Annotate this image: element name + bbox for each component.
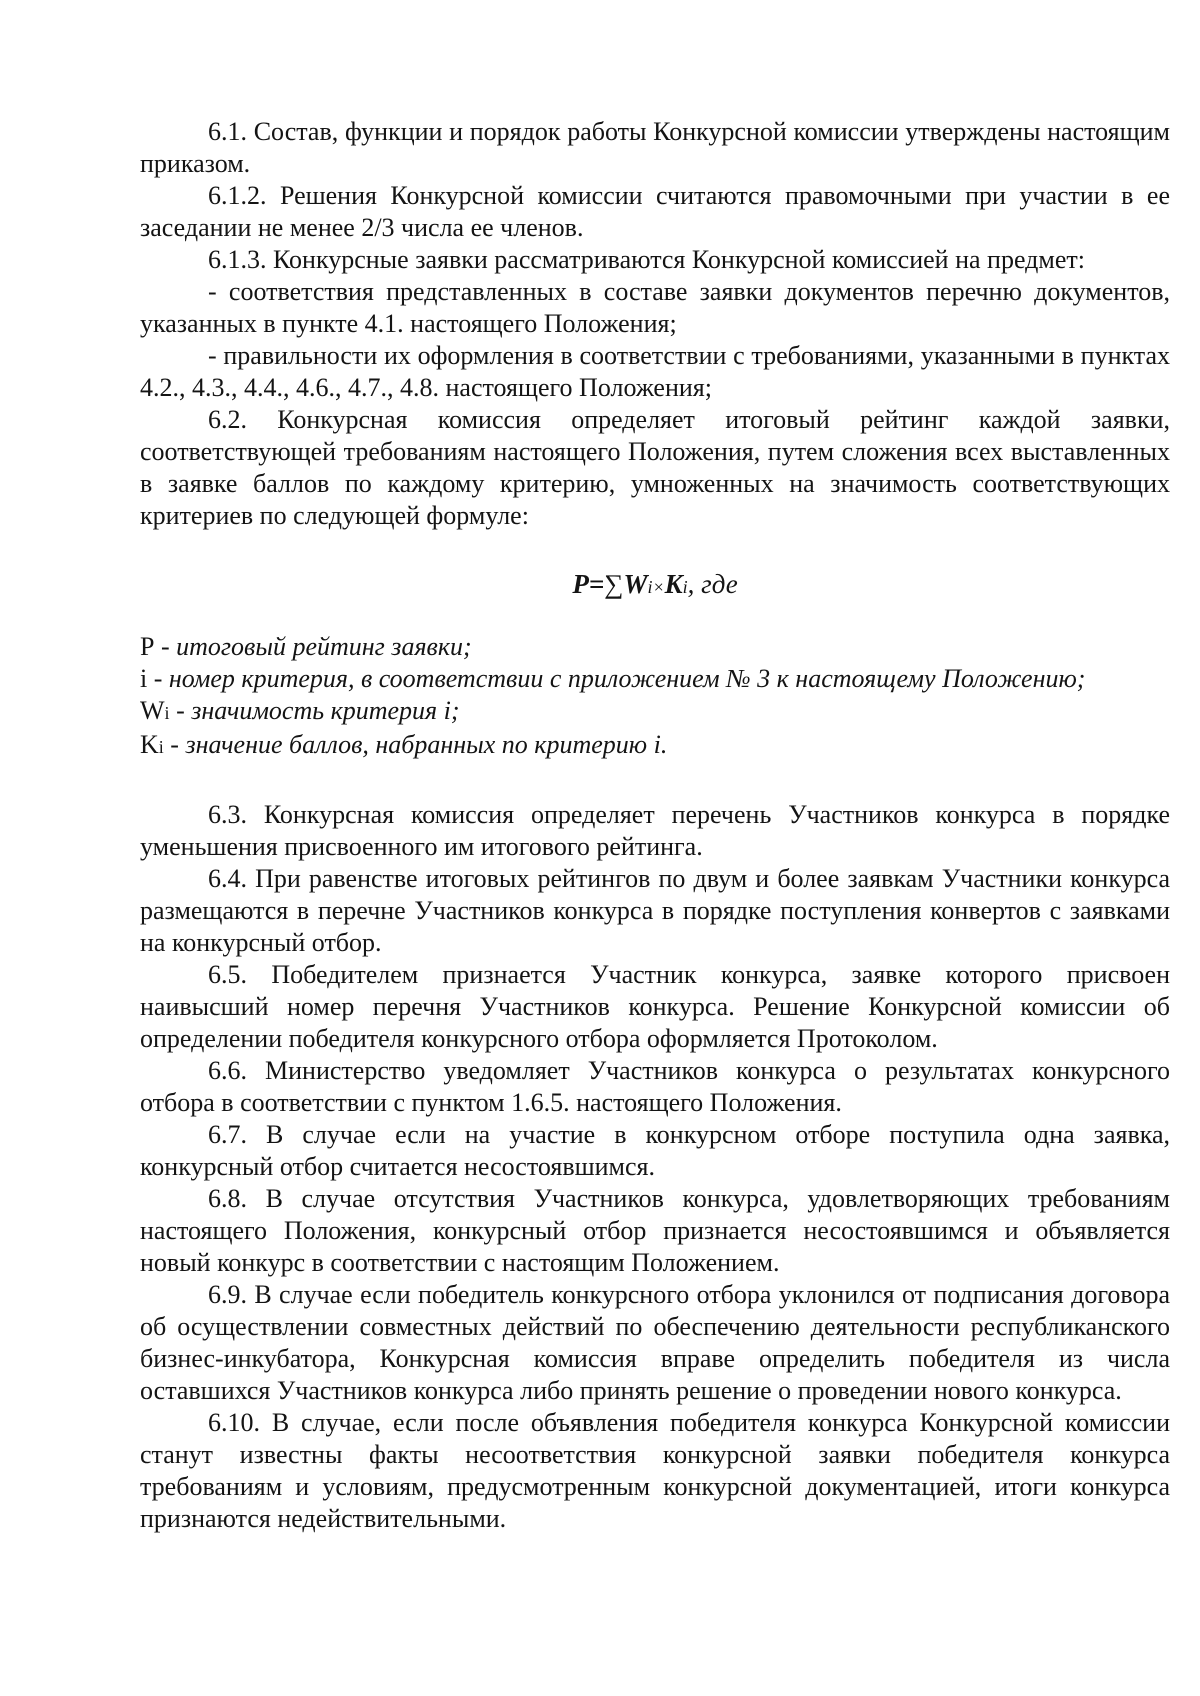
paragraph-6-3: 6.3. Конкурсная комиссия определяет перечень Участников конкурса в порядке уменьшения присвоенного им итогового рейтинга. [140,800,1170,861]
formula-lhs: P [572,569,589,599]
formula-sum-sign: ∑ [604,569,624,599]
paragraph-6-10: 6.10. В случае, если после объявления победителя конкурса Конкурсной комиссии станут известны факты несоответствия конкурсной заявки победителя конкурса требованиям и условиям, предусмотренным конкурсной документацией, итоги конкурса признаются недействительными. [140,1408,1170,1533]
definition-text: - значение баллов, набранных по критерию i. [163,730,668,759]
definition-k [140,729,1170,763]
definition-p [140,631,1170,663]
paragraph-6-5: 6.5. Победителем признается Участник конкурса, заявке которого присвоен наивысший номер перечня Участников конкурса. Решение Конкурсной комиссии об определении победителя конкурсного отбора оформляется Протоколом. [140,960,1170,1053]
paragraph-6-7: 6.7. В случае если на участие в конкурсном отборе поступила одна заявка, конкурсный отбор считается несостоявшимся. [140,1120,1170,1181]
paragraph-6-6: 6.6. Министерство уведомляет Участников конкурса о результатах конкурсного отбора в соответствии с пунктом 1.6.5. настоящего Положения. [140,1056,1170,1117]
section-6-bottom-text [140,799,1170,1535]
rating-formula [140,567,1170,604]
formula-k: K [664,569,683,599]
definition-text: - значимость критерия i; [169,696,460,725]
formula-w-index: i [647,577,653,597]
paragraph-6-4: 6.4. При равенстве итоговых рейтингов по двум и более заявкам Участники конкурса размещаются в перечне Участников конкурса в порядке поступления конвертов с заявками на конкурсный отбор. [140,864,1170,957]
list-item-formatting: - правильности их оформления в соответствии с требованиями, указанными в пунктах 4.2., 4.3., 4.4., 4.6., 4.7., 4.8. настоящего Положения; [140,341,1170,402]
section-6-top-text [140,116,1170,532]
formula-tail: , где [687,569,738,599]
paragraph-6-8: 6.8. В случае отсутствия Участников конкурса, удовлетворяющих требованиям настоящего Положения, конкурсный отбор признается несостоявшимся и объявляется новый конкурс в соответствии с настоящим Положением. [140,1184,1170,1277]
definition-subscript: i [158,737,164,757]
paragraph-6-2: 6.2. Конкурсная комиссия определяет итоговый рейтинг каждой заявки, соответствующей требованиям настоящего Положения, путем сложения всех выставленных в заявке баллов по каждому критерию, умноженных на значимость соответствующих критериев по следующей формуле: [140,405,1170,530]
formula-equals: = [588,569,605,599]
formula-times: × [652,577,665,597]
definition-subscript: i [164,703,170,723]
definition-w [140,695,1170,729]
list-item-compliance: - соответствия представленных в составе заявки документов перечню документов, указанных в пункте 4.1. настоящего Положения; [140,277,1170,338]
formula-w: W [623,569,648,599]
definition-symbol: P [140,632,155,661]
paragraph-6-1-2: 6.1.2. Решения Конкурсной комиссии считаются правомочными при участии в ее заседании не менее 2/3 числа ее членов. [140,181,1170,242]
paragraph-6-9: 6.9. В случае если победитель конкурсного отбора уклонился от подписания договора об осуществлении совместных действий по обеспечению деятельности республиканского бизнес-инкубатора, Конкурсная комиссия вправе определить победителя из числа оставшихся Участников конкурса либо принять решение о проведении нового конкурса. [140,1280,1170,1405]
formula-k-index: i [682,577,688,597]
definition-symbol: i [140,664,148,693]
definition-symbol: W [140,696,165,725]
paragraph-6-1: 6.1. Состав, функции и порядок работы Конкурсной комиссии утверждены настоящим приказом. [140,117,1170,178]
formula-definitions [140,631,1170,763]
paragraph-6-1-3: 6.1.3. Конкурсные заявки рассматриваются Конкурсной комиссией на предмет: [208,245,1085,274]
definition-text: - номер критерия, в соответствии с приложением № 3 к настоящему Положению; [147,664,1086,693]
definition-text: - итоговый рейтинг заявки; [154,632,472,661]
definition-i [140,663,1170,695]
definition-symbol: K [140,730,159,759]
